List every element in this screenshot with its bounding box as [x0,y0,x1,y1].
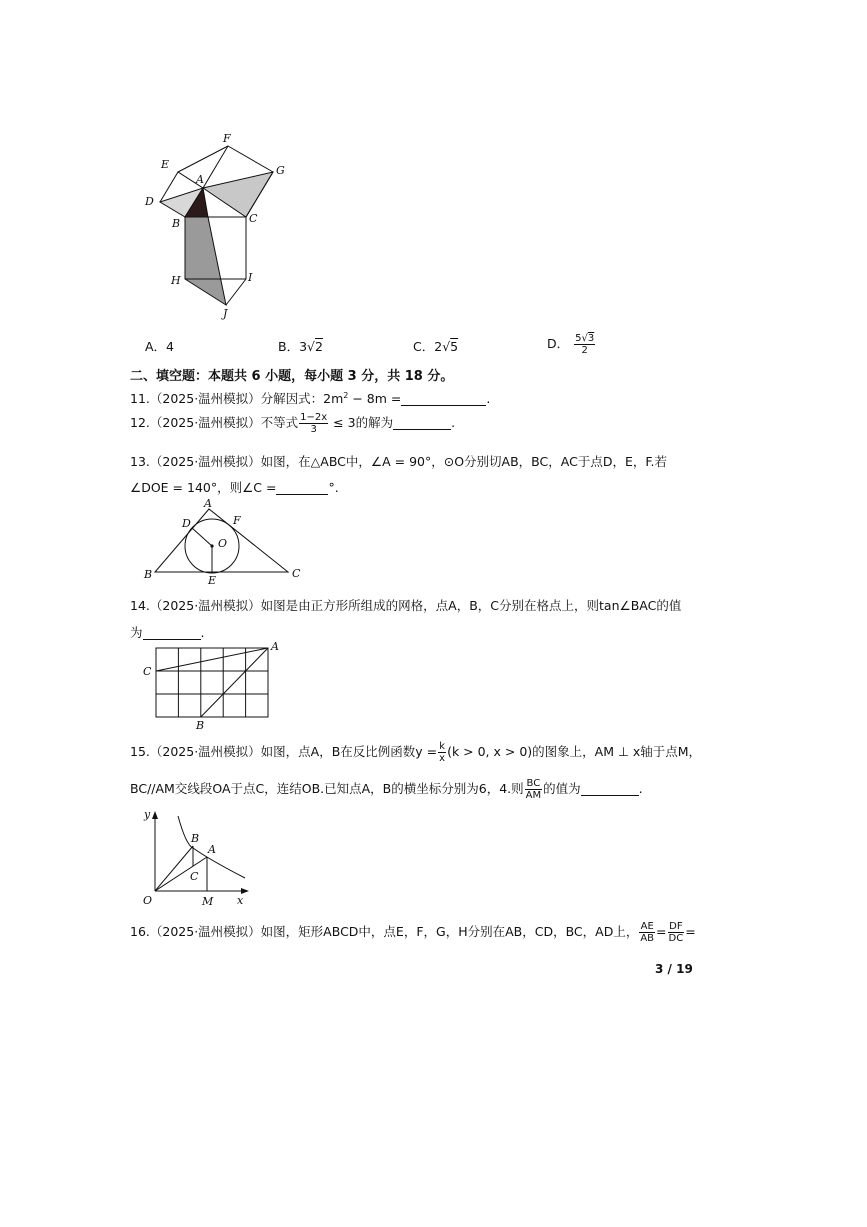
option-d [547,333,596,356]
option-c [413,337,458,355]
q15-k: k [439,741,445,752]
option-d-den: 2 [581,345,588,356]
q11-end: . [486,391,491,406]
option-b [278,337,323,355]
fig4-label-b: B [191,832,200,845]
q15-line1-rest: (k > 0, x > 0)的图象上，AM ⊥ x轴于点M， [447,744,701,759]
fig1-label-f: F [223,132,231,145]
fig1-label-g: G [276,164,285,177]
q11-prefix: 11.（2025·温州模拟）分解因式：2m [130,391,344,406]
fig3-label-b: B [196,719,205,732]
option-d-num-root: 3 [587,333,595,344]
fig1-label-e: E [161,158,170,171]
option-d-num-coef: 5 [575,333,582,344]
q13-answer-blank[interactable] [276,480,328,495]
fig1-label-c: C [249,212,258,225]
q15-line2-rest: 的值为 [543,781,581,796]
q11-answer-blank[interactable] [401,391,486,406]
fig2-label-o: O [218,537,228,550]
figure-triangle-incircle [140,495,310,585]
fig2-label-a: A [204,497,212,510]
question-11 [130,389,490,407]
fig2-label-c: C [292,567,301,580]
figure-inverse-function [140,805,255,910]
fig1-label-h: H [171,274,181,287]
q16-df: DF [669,921,683,932]
q16-fraction-ae-ab [639,921,655,944]
fig2-label-e: E [208,574,217,585]
q12-end: . [451,415,456,430]
fig2-label-f: F [233,514,241,527]
fig2-label-d: D [182,517,191,530]
q12-prefix: 12.（2025·温州模拟）不等式 [130,415,299,430]
question-14-line-1: 14.（2025·温州模拟）如图是由正方形所组成的网格，点A，B，C分别在格点上，则tan∠BAC的值 [130,598,682,613]
q12-den: 3 [310,424,317,435]
option-b-root: 2 [315,339,323,354]
question-13-line-2 [130,478,339,496]
figure-square-grid [140,640,290,732]
fig1-label-a: A [196,173,204,186]
figure-pentagon-squares [130,125,300,325]
fig3-label-c: C [143,665,152,678]
fig4-label-y: y [144,808,151,821]
sqrt-symbol: √ [307,339,315,354]
fig4-label-x: x [237,894,244,907]
q14-line2-prefix: 为 [130,625,143,640]
fig2-label-b: B [144,568,153,581]
option-a: A．4 [145,339,175,354]
q14-line2-end: . [200,625,205,640]
section-title-fill-in: 二、填空题：本题共 6 小题，每小题 3 分，共 18 分。 [130,369,454,384]
q15-line2-prefix: BC//AM交线段OA于点C，连结OB.已知点A，B的横坐标分别为6，4.则 [130,781,524,796]
sqrt-symbol: √ [442,339,451,354]
q15-line2-end: . [638,781,643,796]
q11-sup: 2 [343,390,349,400]
option-c-root: 5 [450,339,459,354]
q13-line2-end: °. [328,480,339,495]
fig4-label-c: C [190,870,199,883]
option-d-prefix: D． [547,336,570,351]
q14-answer-blank[interactable] [143,625,201,640]
fig4-label-o: O [143,894,153,907]
fig4-label-m: M [202,895,214,908]
fig1-label-j: J [223,307,228,320]
question-12 [130,412,455,435]
page-number: 3 / 19 [655,962,693,976]
q15-am: AM [525,790,542,801]
q16-ae: AE [640,921,654,932]
question-14-line-2 [130,623,205,641]
q16-dc: DC [668,933,684,944]
q15-fraction-bc-am [525,778,542,801]
q15-x: x [439,753,446,764]
question-13-line-1: 13.（2025·温州模拟）如图，在△ABC中，∠A = 90°，⊙O分别切AB，BC，AC于点D，E，F.若 [130,454,668,469]
q12-fraction [299,412,328,435]
option-b-prefix: B．3 [278,339,308,354]
question-15-line-2 [130,778,643,801]
q12-rest: ≤ 3的解为 [329,415,394,430]
q16-ab: AB [640,933,655,944]
q16-eq: = [656,924,667,939]
fig4-label-a: A [208,843,216,856]
question-15-line-1 [130,741,701,764]
q15-bc: BC [526,778,541,789]
q12-answer-blank[interactable] [393,415,451,430]
fig1-label-d: D [145,195,154,208]
fig1-label-i: I [248,271,253,284]
q16-fraction-df-dc [668,921,685,944]
q16-end: = [685,924,696,939]
q16-prefix: 16.（2025·温州模拟）如图，矩形ABCD中，点E，F，G，H分别在AB，CD，BC，AD上， [130,924,639,939]
option-d-fraction: $\frac{5√3}{2}$ [575,333,595,356]
q13-line2-prefix: ∠DOE = 140°，则∠C = [130,480,277,495]
fig3-label-a: A [271,640,279,653]
q15-fraction-kx [438,741,446,764]
fig1-label-b: B [172,217,181,230]
q15-answer-blank[interactable] [581,781,639,796]
q11-rest: − 8m = [348,391,402,406]
q12-num: 1−2x [300,412,328,423]
question-16 [130,921,696,944]
q15-line1-prefix: 15.（2025·温州模拟）如图，点A，B在反比例函数y = [130,744,438,759]
option-c-prefix: C．2 [413,339,443,354]
